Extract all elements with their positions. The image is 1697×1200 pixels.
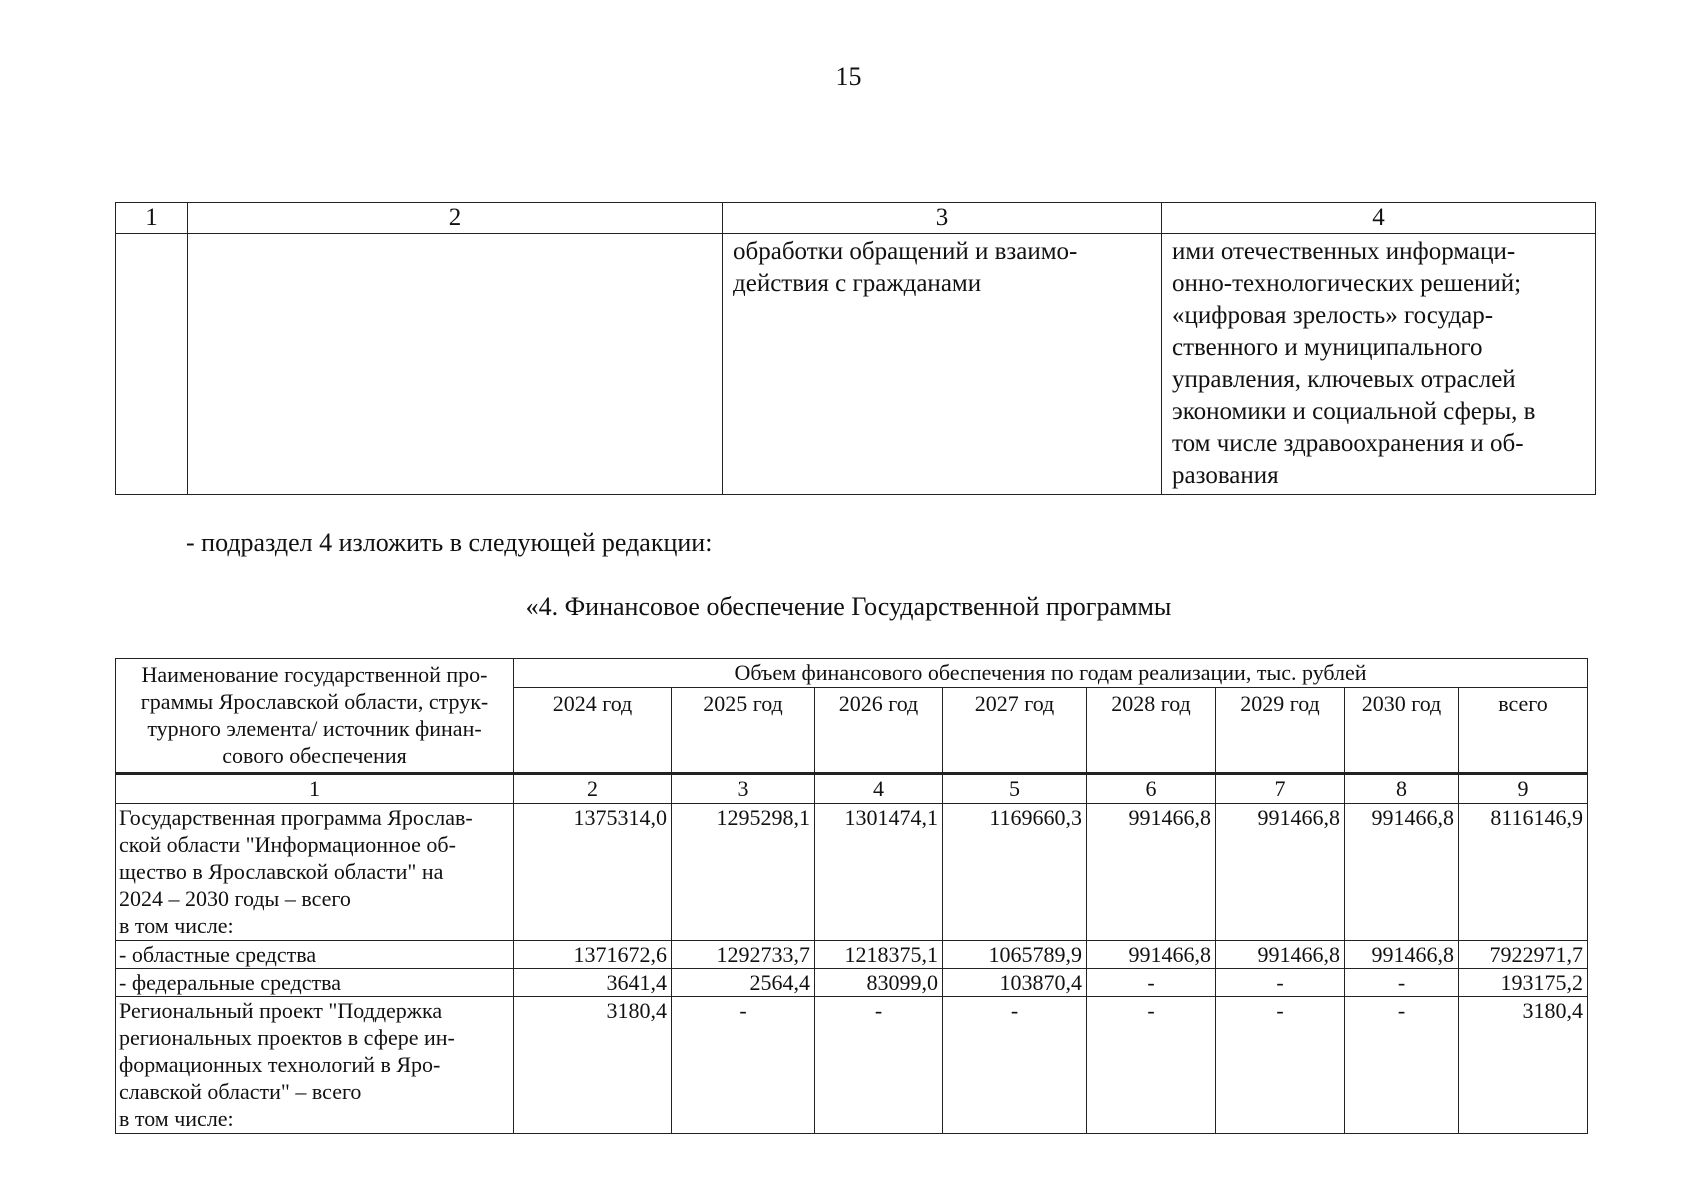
- header-line: Наименование государственной про-: [141, 662, 488, 687]
- name-line: региональных проектов в сфере ин-: [119, 1025, 455, 1050]
- name-line: ской области "Информационное об-: [119, 832, 456, 857]
- value-cell: 991466,8: [1087, 941, 1216, 969]
- column-numbers-row: [116, 774, 1588, 804]
- column-number: 8: [1345, 774, 1459, 804]
- column-number: 2: [188, 203, 723, 234]
- value-cell: 991466,8: [1087, 804, 1216, 941]
- table-row: [116, 969, 1588, 997]
- name-line: в том числе:: [119, 913, 234, 938]
- year-header: 2028 год: [1087, 688, 1216, 774]
- name-line: - областные средства: [119, 942, 317, 967]
- row-name: [116, 804, 514, 941]
- value-cell: 1375314,0: [514, 804, 672, 941]
- table-row: [116, 997, 1588, 1134]
- value-cell: 8116146,9: [1459, 804, 1588, 941]
- value-cell: 83099,0: [815, 969, 943, 997]
- column-number: 2: [514, 774, 672, 804]
- value-cell: 103870,4: [943, 969, 1087, 997]
- column-number: 6: [1087, 774, 1216, 804]
- text-line: ственного и муниципального: [1172, 334, 1483, 361]
- value-cell: 991466,8: [1216, 804, 1345, 941]
- text-line: обработки обращений и взаимо-: [733, 238, 1078, 265]
- value-cell: 1301474,1: [815, 804, 943, 941]
- column-number: 1: [116, 774, 514, 804]
- column-number: 7: [1216, 774, 1345, 804]
- value-cell: 1295298,1: [672, 804, 815, 941]
- value-cell: 2564,4: [672, 969, 815, 997]
- value-cell: -: [1216, 997, 1345, 1134]
- year-header: 2025 год: [672, 688, 815, 774]
- column-number: 1: [116, 203, 188, 234]
- table-header-row: [116, 203, 1596, 234]
- name-line: формационных технологий в Яро-: [119, 1052, 441, 1077]
- value-cell: 3641,4: [514, 969, 672, 997]
- name-line: Региональный проект "Поддержка: [119, 998, 443, 1023]
- value-cell: -: [1345, 997, 1459, 1134]
- volume-header-row: [116, 659, 1588, 688]
- text-line: том числе здравоохранения и об-: [1172, 430, 1524, 457]
- empty-cell: [188, 234, 723, 495]
- value-cell: -: [815, 997, 943, 1134]
- text-line: «цифровая зрелость» государ-: [1172, 302, 1494, 329]
- name-header: [116, 659, 514, 774]
- text-line: экономики и социальной сферы, в: [1172, 398, 1536, 425]
- continued-table: [115, 202, 1596, 495]
- name-line: Государственная программа Ярослав-: [119, 805, 473, 830]
- value-cell: 3180,4: [1459, 997, 1588, 1134]
- empty-cell: [116, 234, 188, 495]
- row-name: [116, 941, 514, 969]
- value-cell: -: [1087, 969, 1216, 997]
- column-number: 4: [815, 774, 943, 804]
- value-cell: 1169660,3: [943, 804, 1087, 941]
- value-cell: 193175,2: [1459, 969, 1588, 997]
- header-line: турного элемента/ источник финан-: [147, 716, 482, 741]
- table-row: [116, 234, 1596, 495]
- value-cell: -: [943, 997, 1087, 1134]
- total-header: всего: [1459, 688, 1588, 774]
- text-line: ими отечественных информаци-: [1172, 238, 1516, 265]
- text-cell: [1162, 234, 1596, 495]
- name-line: щество в Ярославской области" на: [119, 859, 444, 884]
- volume-header: Объем финансового обеспечения по годам реализации, тыс. рублей: [514, 659, 1588, 688]
- value-cell: 991466,8: [1345, 941, 1459, 969]
- value-cell: 3180,4: [514, 997, 672, 1134]
- column-number: 5: [943, 774, 1087, 804]
- header-line: граммы Ярославской области, струк-: [140, 689, 489, 714]
- value-cell: -: [1345, 969, 1459, 997]
- text-line: разования: [1172, 462, 1279, 489]
- finance-table: [115, 658, 1588, 1134]
- text-cell: [723, 234, 1162, 495]
- value-cell: 1292733,7: [672, 941, 815, 969]
- year-header: 2030 год: [1345, 688, 1459, 774]
- value-cell: -: [1087, 997, 1216, 1134]
- text-line: управления, ключевых отраслей: [1172, 366, 1516, 393]
- table-row: [116, 941, 1588, 969]
- value-cell: 7922971,7: [1459, 941, 1588, 969]
- row-name: [116, 969, 514, 997]
- value-cell: 1371672,6: [514, 941, 672, 969]
- value-cell: -: [1216, 969, 1345, 997]
- name-line: 2024 – 2030 годы – всего: [119, 886, 351, 911]
- value-cell: -: [672, 997, 815, 1134]
- value-cell: 991466,8: [1216, 941, 1345, 969]
- section-title: «4. Финансовое обеспечение Государственной программы: [525, 592, 1172, 621]
- value-cell: 1218375,1: [815, 941, 943, 969]
- text-line: действия с гражданами: [733, 270, 982, 297]
- row-name: [116, 997, 514, 1134]
- value-cell: 991466,8: [1345, 804, 1459, 941]
- instruction-text: - подраздел 4 изложить в следующей редакции:: [186, 528, 713, 557]
- text-line: онно-технологических решений;: [1172, 270, 1522, 297]
- year-header: 2024 год: [514, 688, 672, 774]
- page-number: 15: [835, 62, 862, 91]
- value-cell: 1065789,9: [943, 941, 1087, 969]
- column-number: 3: [723, 203, 1162, 234]
- name-line: в том числе:: [119, 1106, 234, 1131]
- name-line: славской области" – всего: [119, 1079, 362, 1104]
- header-line: сового обеспечения: [222, 743, 407, 768]
- column-number: 4: [1162, 203, 1596, 234]
- year-header: 2029 год: [1216, 688, 1345, 774]
- table-row: [116, 804, 1588, 941]
- name-line: - федеральные средства: [119, 970, 341, 995]
- column-number: 3: [672, 774, 815, 804]
- column-number: 9: [1459, 774, 1588, 804]
- year-header: 2027 год: [943, 688, 1087, 774]
- year-header: 2026 год: [815, 688, 943, 774]
